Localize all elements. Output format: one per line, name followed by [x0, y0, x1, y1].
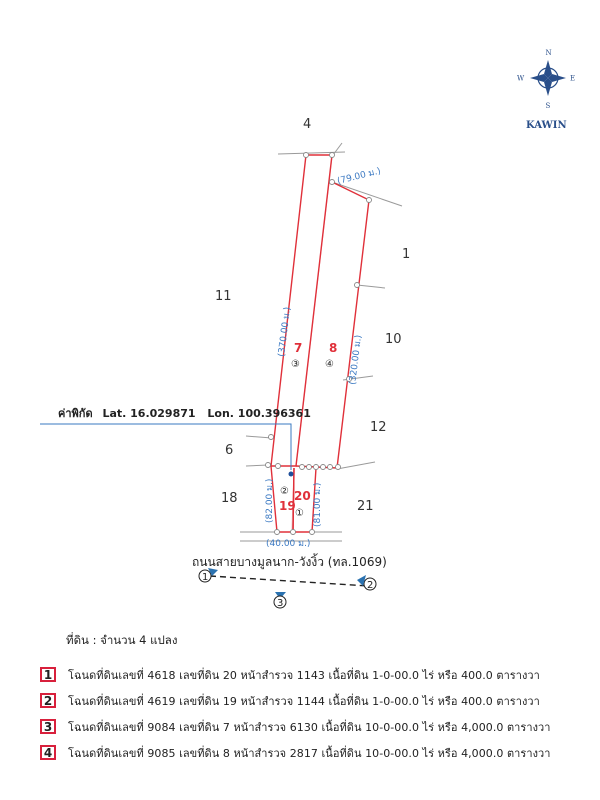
dimension-left-long: (370.00 ม.)	[277, 306, 294, 358]
compass-n: N	[545, 49, 552, 57]
coordinate-lon: Lon. 100.396361	[207, 407, 311, 420]
dimension-right-short: (81.00 ม.)	[313, 482, 323, 527]
viewpoint-line	[210, 576, 368, 586]
plot-8-number: 8	[329, 341, 338, 355]
dimension-right-long: (320.00 ม.)	[348, 334, 365, 386]
compass-w: W	[517, 74, 525, 83]
neighbor-12-label: 12	[370, 420, 387, 435]
plot-19-number: 19	[279, 499, 296, 513]
legend-text: โฉนดที่ดินเลขที่ 4618 เลขที่ดิน 20 หน้าสำรวจ 1143 เนื้อที่ดิน 1-0-00.0 ไร่ หรือ 400.0 ตารางวา	[68, 668, 540, 682]
viewpoint-3-label: 3	[277, 598, 284, 609]
viewpoint-3	[274, 592, 286, 609]
parcel-8-boundary	[296, 182, 369, 468]
legend-item	[40, 714, 580, 739]
deed-4-marker: ④	[325, 359, 334, 370]
compass-s: S	[545, 102, 551, 110]
legend-title: ที่ดิน : จำนวน 4 แปลง	[66, 633, 178, 647]
neighbor-1-label: 1	[402, 247, 411, 262]
neighbor-6-label: 6	[225, 443, 234, 458]
legend-text: โฉนดที่ดินเลขที่ 4619 เลขที่ดิน 19 หน้าสำรวจ 1144 เนื้อที่ดิน 1-0-00.0 ไร่ หรือ 400.0 ตารางวา	[68, 694, 540, 708]
viewpoint-2-label: 2	[367, 580, 374, 591]
viewpoint-2	[357, 575, 376, 591]
legend-badge: 2	[40, 693, 56, 708]
coordinate-pin-icon	[289, 472, 294, 477]
legend-badge: 1	[40, 667, 56, 682]
legend-badge: 3	[40, 719, 56, 734]
legend-item	[40, 688, 580, 713]
coordinate-label	[58, 407, 311, 420]
legend-text: โฉนดที่ดินเลขที่ 9085 เลขที่ดิน 8 หน้าสำรวจ 2817 เนื้อที่ดิน 10-0-00.0 ไร่ หรือ 4,000.0 ตารางวา	[68, 746, 551, 760]
legend-item	[40, 740, 580, 765]
legend-item	[40, 662, 580, 687]
deed-2-marker: ②	[280, 486, 289, 497]
deed-legend	[40, 632, 580, 766]
coordinate-caption: ค่าพิกัด	[58, 407, 93, 420]
neighbor-4-label: 4	[303, 117, 312, 132]
road-name: ถนนสายบางมูลนาก-วังงิ้ว (ทล.1069)	[192, 555, 387, 569]
deed-3-marker: ③	[291, 359, 300, 370]
compass-e: E	[570, 74, 576, 83]
viewpoint-1-label: 1	[202, 572, 209, 583]
viewpoint-1	[199, 568, 218, 583]
neighbor-18-label: 18	[221, 491, 238, 506]
dimension-top: (79.00 ม.)	[336, 166, 382, 187]
deed-1-marker: ①	[295, 508, 304, 519]
legend-badge: 4	[40, 745, 56, 760]
dimension-left-short: (82.00 ม.)	[265, 478, 275, 523]
brand-logo-text: KAWIN	[526, 120, 567, 131]
plot-20-number: 20	[294, 489, 311, 503]
dimension-bottom: (40.00 ม.)	[266, 539, 311, 549]
coordinate-lat: Lat. 16.029871	[102, 407, 196, 420]
legend-text: โฉนดที่ดินเลขที่ 9084 เลขที่ดิน 7 หน้าสำรวจ 6130 เนื้อที่ดิน 10-0-00.0 ไร่ หรือ 4,000.0 ตารางวา	[68, 720, 551, 734]
neighbor-21-label: 21	[357, 499, 374, 514]
coordinate-leader-line	[40, 424, 291, 470]
neighbor-11-label: 11	[215, 289, 232, 304]
plot-7-number: 7	[294, 341, 303, 355]
compass-rose	[517, 49, 575, 131]
neighbor-10-label: 10	[385, 332, 402, 347]
